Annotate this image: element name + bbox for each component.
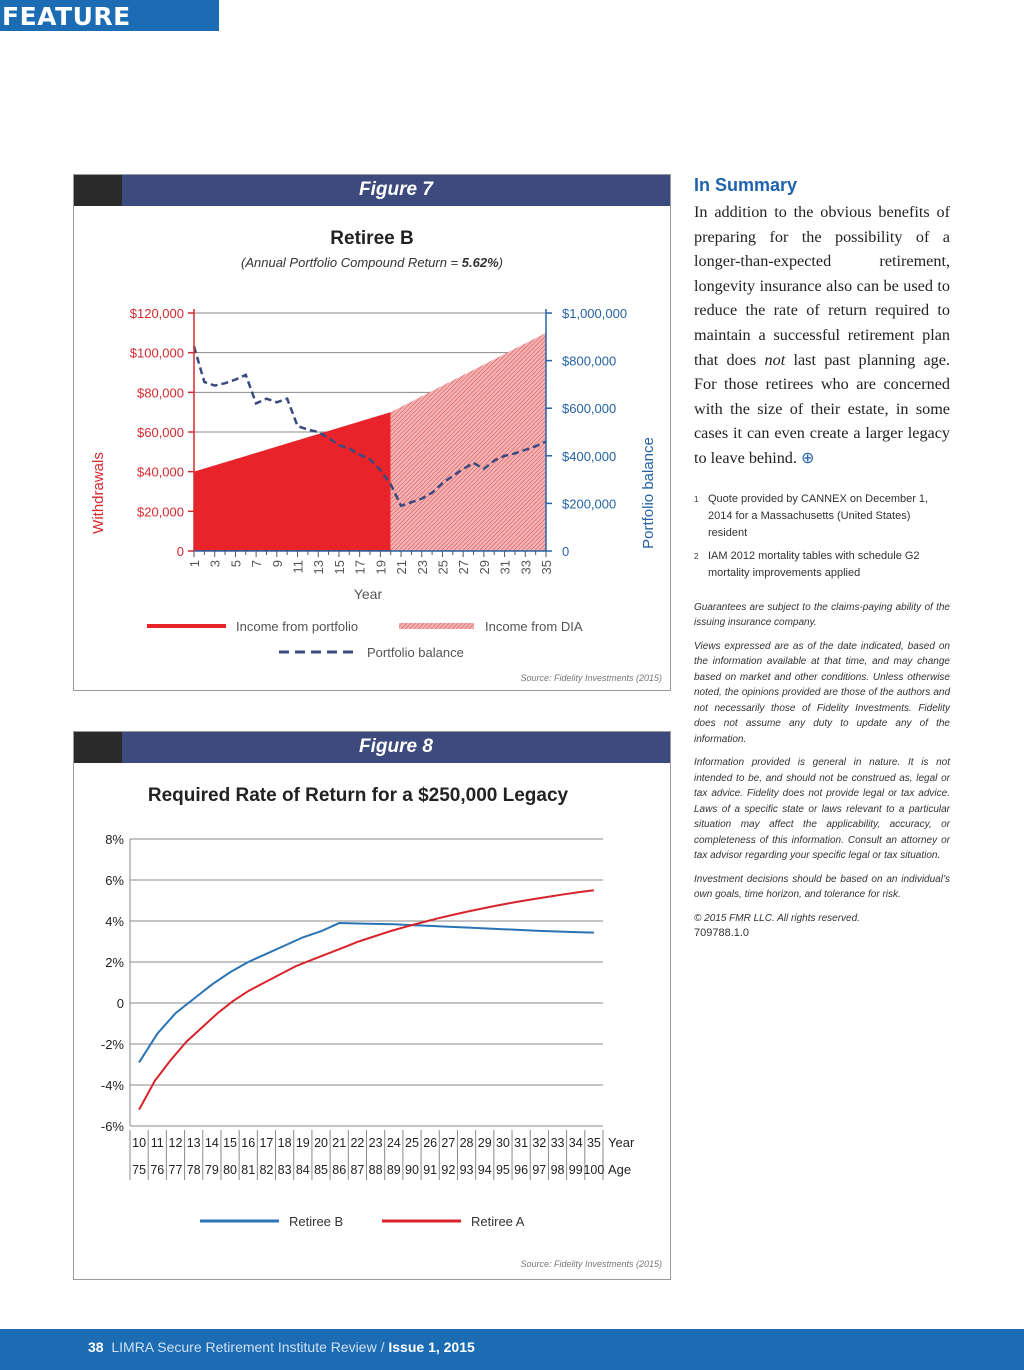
figure-7-left-tick-label: $20,000 xyxy=(137,504,184,520)
figure-8-age-label: 92 xyxy=(441,1163,456,1177)
figure-8-age-label: 86 xyxy=(332,1163,347,1177)
figure-8-year-label: 35 xyxy=(586,1136,601,1150)
figure-7-x-tick-label: 21 xyxy=(394,560,410,575)
figure-7-x-tick-label: 1 xyxy=(187,560,202,568)
figure-7-left-tick-label: $80,000 xyxy=(137,385,184,401)
figure-7-x-tick-label: 13 xyxy=(311,560,327,575)
figure-7-x-tick-label: 35 xyxy=(539,560,554,575)
figure-8-year-label: 31 xyxy=(514,1136,529,1150)
figure-8-year-label: 34 xyxy=(568,1136,583,1150)
figure-8-y-tick-label: 0 xyxy=(116,996,124,1011)
figure-8-title: Required Rate of Return for a $250,000 Legacy xyxy=(147,785,569,806)
figure-8-age-label: 95 xyxy=(495,1163,510,1177)
publication-name: LIMRA Secure Retirement Institute Review xyxy=(111,1339,377,1355)
figure-7-x-tick-label: 31 xyxy=(497,560,513,575)
figure-7-x-tick-label: 25 xyxy=(435,560,451,575)
figure-7-left-tick-label: $100,000 xyxy=(129,345,184,361)
figure-7-right-tick-label: 0 xyxy=(562,544,570,559)
figure-7-right-tick-label: $600,000 xyxy=(562,401,617,417)
figure-8-age-label: 97 xyxy=(532,1163,547,1177)
figure-8-year-label: 23 xyxy=(368,1136,383,1150)
footnote-1: 1 Quote provided by CANNEX on December 1, 2014 for a Massachusetts (United States) resident xyxy=(694,492,929,539)
figure-7-x-tick-label: 15 xyxy=(331,560,347,575)
figure-7-chart xyxy=(74,175,670,690)
figure-7-left-tick-label: $60,000 xyxy=(137,425,184,440)
figure-7-source: Source: Fidelity Investments (2015) xyxy=(520,673,662,683)
figure-8-year-label: 32 xyxy=(532,1136,547,1150)
disclaimers xyxy=(694,600,950,942)
figure-7-right-tick-label: $200,000 xyxy=(562,496,617,512)
figure-8-age-label: 91 xyxy=(423,1163,438,1177)
figure-8-year-label: 33 xyxy=(550,1136,565,1150)
footnotes xyxy=(694,491,950,582)
figure-7-ylabel-right: Portfolio balance xyxy=(640,437,657,549)
retiree-b-line xyxy=(139,923,594,1062)
disclaimer-information: Information provided is general in nature. It is not intended to be, and should not be construed as, legal or tax advice. Fidelity does not provide legal or tax advice. Laws of a specific state or laws relevant to a particular situation may affect the applicability, accuracy, or completeness of this information. Consult an attorney or tax advisor regarding your specific legal or tax situation. xyxy=(694,757,950,862)
figure-8-year-label: 14 xyxy=(204,1136,219,1150)
figure-7-xlabel: Year xyxy=(353,586,383,602)
figure-8-year-label: 17 xyxy=(259,1136,274,1150)
income-from-portfolio-area xyxy=(194,412,391,551)
figure-7-left-tick-label: 0 xyxy=(176,544,184,559)
figure-8-year-label: 15 xyxy=(223,1136,238,1150)
figure-7-x-tick-label: 33 xyxy=(518,560,534,575)
legend-income-portfolio-label: Income from portfolio xyxy=(236,619,359,634)
end-mark-icon: ⊕ xyxy=(800,448,815,467)
legend-retiree-a-label: Retiree A xyxy=(471,1214,525,1229)
sidebar xyxy=(694,175,950,950)
figure-8-year-label: 11 xyxy=(150,1136,164,1150)
page-number: 38 xyxy=(88,1339,104,1355)
legend-portfolio-balance-label: Portfolio balance xyxy=(367,645,464,660)
figure-8-y-tick-label: -6% xyxy=(100,1119,124,1134)
figure-7-x-tick-label: 27 xyxy=(456,560,472,575)
copyright: © 2015 FMR LLC. All rights reserved. xyxy=(694,912,860,924)
disclaimer-views: Views expressed are as of the date indicated, based on the information available at that time, and may change based on market and other conditions. Unless otherwise noted, the opinions provided are those of the authors and not necessarily those of Fidelity Investments. Fidelity does not assume any duty to update any of the information. xyxy=(694,640,950,745)
figure-7-right-tick-label: $1,000,000 xyxy=(562,306,628,321)
figure-8-age-label: 83 xyxy=(277,1163,292,1177)
figure-8-year-label: 26 xyxy=(423,1136,438,1150)
figure-8-age-label: 77 xyxy=(168,1163,183,1177)
figure-8-y-tick-label: 2% xyxy=(105,955,124,970)
figure-8-year-label: 21 xyxy=(332,1136,347,1150)
figure-8-age-label: 99 xyxy=(568,1163,583,1177)
figure-8-age-label: 94 xyxy=(477,1163,492,1177)
figure-8-year-label: 16 xyxy=(241,1136,256,1150)
figure-7-x-tick-label: 7 xyxy=(249,560,265,568)
figure-7-x-tick-label: 29 xyxy=(476,560,492,575)
figure-8-year-label: 27 xyxy=(441,1136,456,1150)
section-tab-label: FEATURE xyxy=(2,2,131,31)
figure-8-age-label: 82 xyxy=(259,1163,274,1177)
figure-7-label: Figure 7 xyxy=(359,179,433,200)
figure-8-age-label: 85 xyxy=(314,1163,328,1177)
figure-8-age-label: 79 xyxy=(204,1163,219,1177)
figure-8-y-tick-label: -2% xyxy=(100,1037,124,1052)
figure-7-left-tick-label: $120,000 xyxy=(129,306,184,321)
figure-7-x-tick-label: 3 xyxy=(207,560,223,568)
legend-income-dia-label: Income from DIA xyxy=(485,619,583,634)
issue-label: Issue 1, 2015 xyxy=(388,1339,475,1355)
disclaimer-guarantees: Guarantees are subject to the claims-paying ability of the issuing insurance company. xyxy=(694,601,950,629)
figure-8-year-label: 19 xyxy=(295,1136,310,1150)
figure-8-y-tick-label: 6% xyxy=(105,873,124,888)
figure-8-year-label: 30 xyxy=(495,1136,510,1150)
figure-8-year-label: 22 xyxy=(350,1136,365,1150)
figure-8-age-label: 76 xyxy=(150,1163,165,1177)
figure-8-age-label: 80 xyxy=(223,1163,238,1177)
figure-8-label: Figure 8 xyxy=(359,736,433,757)
figure-8-age-label: 78 xyxy=(186,1163,201,1177)
figure-8-year-label: 25 xyxy=(405,1136,419,1150)
income-from-dia-area xyxy=(391,333,546,551)
figure-7-left-tick-label: $40,000 xyxy=(137,464,184,480)
figure-8-age-label: 75 xyxy=(132,1163,147,1177)
figure-8-age-label: 88 xyxy=(368,1163,383,1177)
figure-7-right-tick-label: $400,000 xyxy=(562,448,617,464)
figure-8-age-label: 100 xyxy=(583,1163,605,1177)
figure-8-year-label: 29 xyxy=(477,1136,492,1150)
legend-income-dia-swatch xyxy=(399,623,474,629)
figure-7-subtitle: (Annual Portfolio Compound Return = 5.62%) xyxy=(241,255,503,270)
disclaimer-investment: Investment decisions should be based on an individual’s own goals, time horizon, and tolerance for risk. xyxy=(694,873,950,901)
figure-8-age-label: 90 xyxy=(405,1163,419,1177)
figure-8-y-tick-label: 8% xyxy=(105,832,124,847)
figure-8-age-label: 81 xyxy=(241,1163,256,1177)
figure-8-chart xyxy=(74,732,670,1279)
footer-text: 38 LIMRA Secure Retirement Institute Review / Issue 1, 2015 xyxy=(88,1339,475,1355)
figure-7-right-tick-label: $800,000 xyxy=(562,353,617,369)
section-tab xyxy=(0,0,219,31)
figure-8-year-label: 20 xyxy=(314,1136,328,1150)
figure-8-age-label: 96 xyxy=(514,1163,529,1177)
footer-bar xyxy=(0,1329,1024,1370)
figure-8-age-label: 98 xyxy=(550,1163,565,1177)
figure-7-x-tick-label: 23 xyxy=(414,560,430,575)
summary-body: In addition to the obvious benefits of preparing for the possibility of a longer-than-expected retirement, longevity insurance also can be used to reduce the rate of return required to maintain a successful retirement plan that does not last past planning age. For those retirees who are concerned with the size of their estate, in some cases it can even create a larger legacy to leave behind. ⊕ xyxy=(694,203,950,467)
figure-7-x-tick-label: 19 xyxy=(373,560,389,575)
figure-8-year-row-label: Year xyxy=(608,1135,635,1150)
figure-8-year-label: 18 xyxy=(277,1136,292,1150)
figure-8-age-label: 89 xyxy=(386,1163,401,1177)
legend-retiree-b-label: Retiree B xyxy=(289,1214,344,1229)
figure-8-year-label: 12 xyxy=(168,1136,183,1150)
figure-7-title: Retiree B xyxy=(330,228,414,249)
document-code: 709788.1.0 xyxy=(694,927,750,940)
figure-7-x-tick-label: 17 xyxy=(352,560,368,575)
summary-title: In Summary xyxy=(694,175,798,195)
figure-8-age-label: 87 xyxy=(350,1163,365,1177)
figure-7-ylabel-left: Withdrawals xyxy=(90,452,107,534)
figure-8-year-label: 24 xyxy=(386,1136,401,1150)
figure-8-age-label: 84 xyxy=(295,1163,310,1177)
figure-8-source: Source: Fidelity Investments (2015) xyxy=(520,1259,662,1269)
figure-8-year-label: 13 xyxy=(186,1136,201,1150)
figure-8-year-label: 10 xyxy=(132,1136,147,1150)
figure-7-x-tick-label: 11 xyxy=(290,560,306,574)
figure-8-y-tick-label: -4% xyxy=(100,1078,124,1093)
figure-8-y-tick-label: 4% xyxy=(105,914,124,929)
figure-7 xyxy=(73,174,671,691)
figure-8 xyxy=(73,731,671,1280)
figure-8-age-label: 93 xyxy=(459,1163,474,1177)
figure-8-year-label: 28 xyxy=(459,1136,474,1150)
figure-7-x-tick-label: 9 xyxy=(269,560,285,568)
figure-7-x-tick-label: 5 xyxy=(228,560,244,568)
footnote-2: 2 IAM 2012 mortality tables with schedule G2 mortality improvements applied xyxy=(694,549,920,579)
figure-8-age-row-label: Age xyxy=(608,1162,632,1177)
